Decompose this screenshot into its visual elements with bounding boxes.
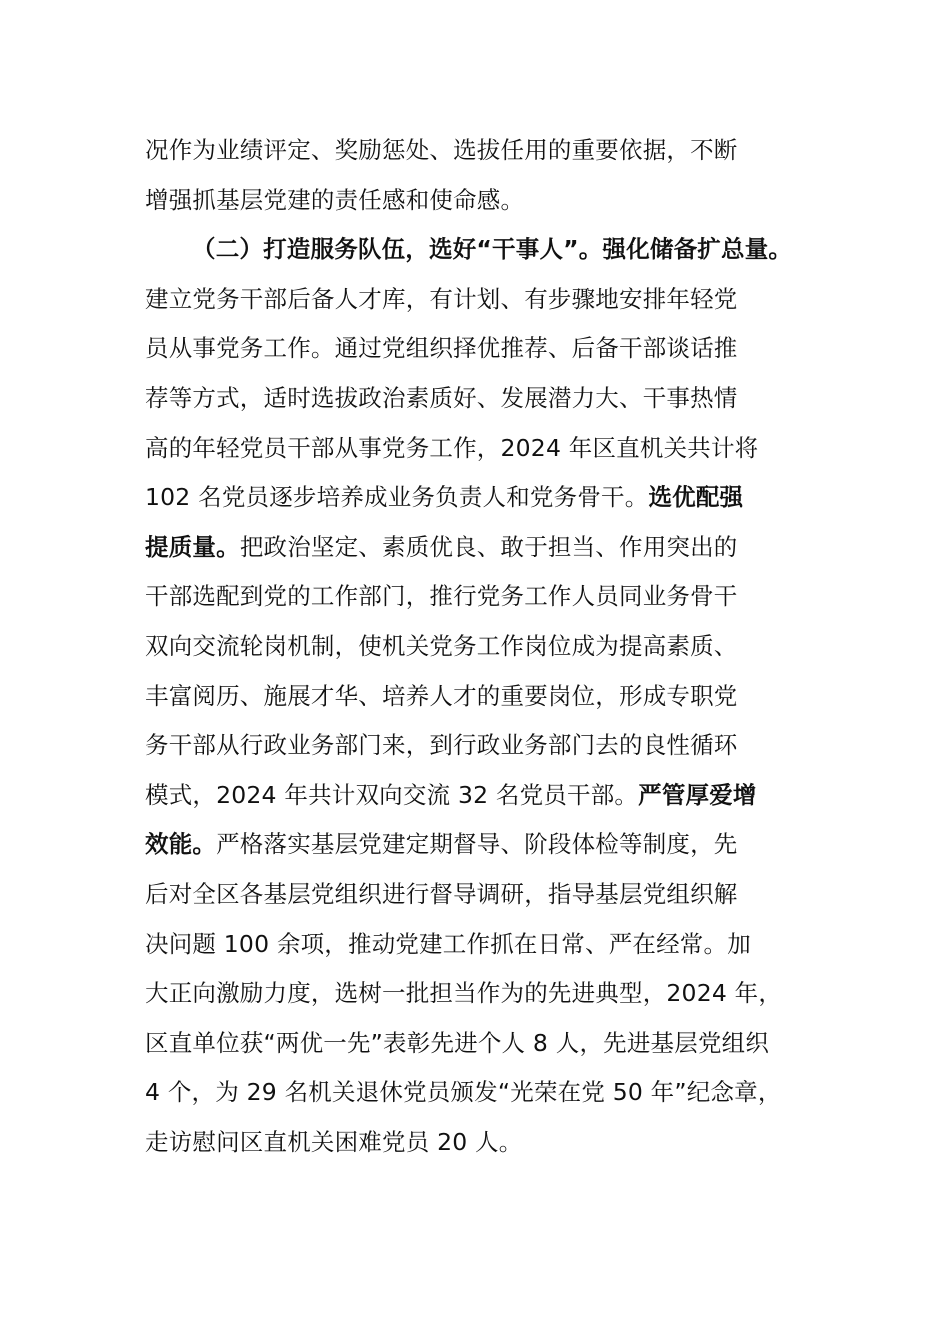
section-heading: （二）打造服务队伍，选好“干事人”。强化储备扩总量。	[192, 235, 793, 264]
bold-subheading: 提质量。	[145, 532, 240, 561]
text-line	[145, 721, 835, 771]
text-line	[145, 820, 835, 870]
text-run: 建立党务干部后备人才库，有计划、有步骤地安排年轻党	[145, 284, 738, 313]
text-line	[145, 920, 835, 970]
text-run: 严格落实基层党建定期督导、阶段体检等制度，先	[216, 830, 738, 859]
text-line	[145, 1068, 835, 1118]
text-run: 区直单位获“两优一先”表彰先进个人 8 人，先进基层党组织	[145, 1028, 770, 1057]
bold-subheading: 效能。	[145, 830, 217, 859]
text-run: 4 个，为 29 名机关退休党员颁发“光荣在党 50 年”纪念章，	[145, 1078, 782, 1107]
text-line	[145, 275, 835, 325]
text-run: 模式，2024 年共计双向交流 32 名党员干部。	[145, 780, 639, 809]
text-run: 大正向激励力度，选树一批担当作为的先进典型，2024 年，	[145, 979, 783, 1008]
text-run: 高的年轻党员干部从事党务工作，2024 年区直机关共计将	[145, 433, 759, 462]
text-run: 把政治坚定、素质优良、敢于担当、作用突出的	[239, 532, 738, 561]
text-run: 丰富阅历、施展才华、培养人才的重要岗位，形成专职党	[145, 681, 738, 710]
text-line	[145, 870, 835, 920]
text-line	[145, 622, 835, 672]
text-line	[145, 324, 835, 374]
bold-subheading: 选优配强	[648, 483, 744, 512]
text-line	[145, 771, 835, 821]
text-line	[145, 969, 835, 1019]
text-run: 况作为业绩评定、奖励惩处、选拔任用的重要依据，不断	[145, 136, 738, 164]
text-line	[145, 672, 835, 722]
section-heading-line	[145, 225, 835, 275]
text-run: 增强抓基层党建的责任感和使命感。	[145, 185, 525, 214]
text-run: 务干部从行政业务部门来，到行政业务部门去的良性循环	[145, 731, 738, 760]
text-line	[145, 523, 835, 573]
text-line	[145, 473, 835, 523]
text-run: 干部选配到党的工作部门，推行党务工作人员同业务骨干	[145, 582, 738, 611]
text-run: 102 名党员逐步培养成业务负责人和党务骨干。	[145, 483, 649, 512]
text-line	[145, 1118, 835, 1168]
text-run: 决问题 100 余项，推动党建工作抓在日常、严在经常。加	[145, 929, 751, 958]
text-run: 员从事党务工作。通过党组织择优推荐、后备干部谈话推	[145, 334, 738, 363]
text-line	[145, 176, 835, 226]
bold-subheading: 严管厚爱增	[638, 780, 757, 809]
body-text	[145, 126, 835, 1167]
text-run: 荐等方式，适时选拔政治素质好、发展潜力大、干事热情	[145, 383, 738, 412]
text-line	[145, 1019, 835, 1069]
text-line	[145, 424, 835, 474]
text-run: 后对全区各基层党组织进行督导调研，指导基层党组织解	[145, 879, 738, 908]
text-line	[145, 126, 835, 176]
text-line	[145, 374, 835, 424]
text-run: 走访慰问区直机关困难党员 20 人。	[145, 1127, 523, 1156]
text-run: 双向交流轮岗机制，使机关党务工作岗位成为提高素质、	[145, 631, 738, 660]
text-line	[145, 572, 835, 622]
